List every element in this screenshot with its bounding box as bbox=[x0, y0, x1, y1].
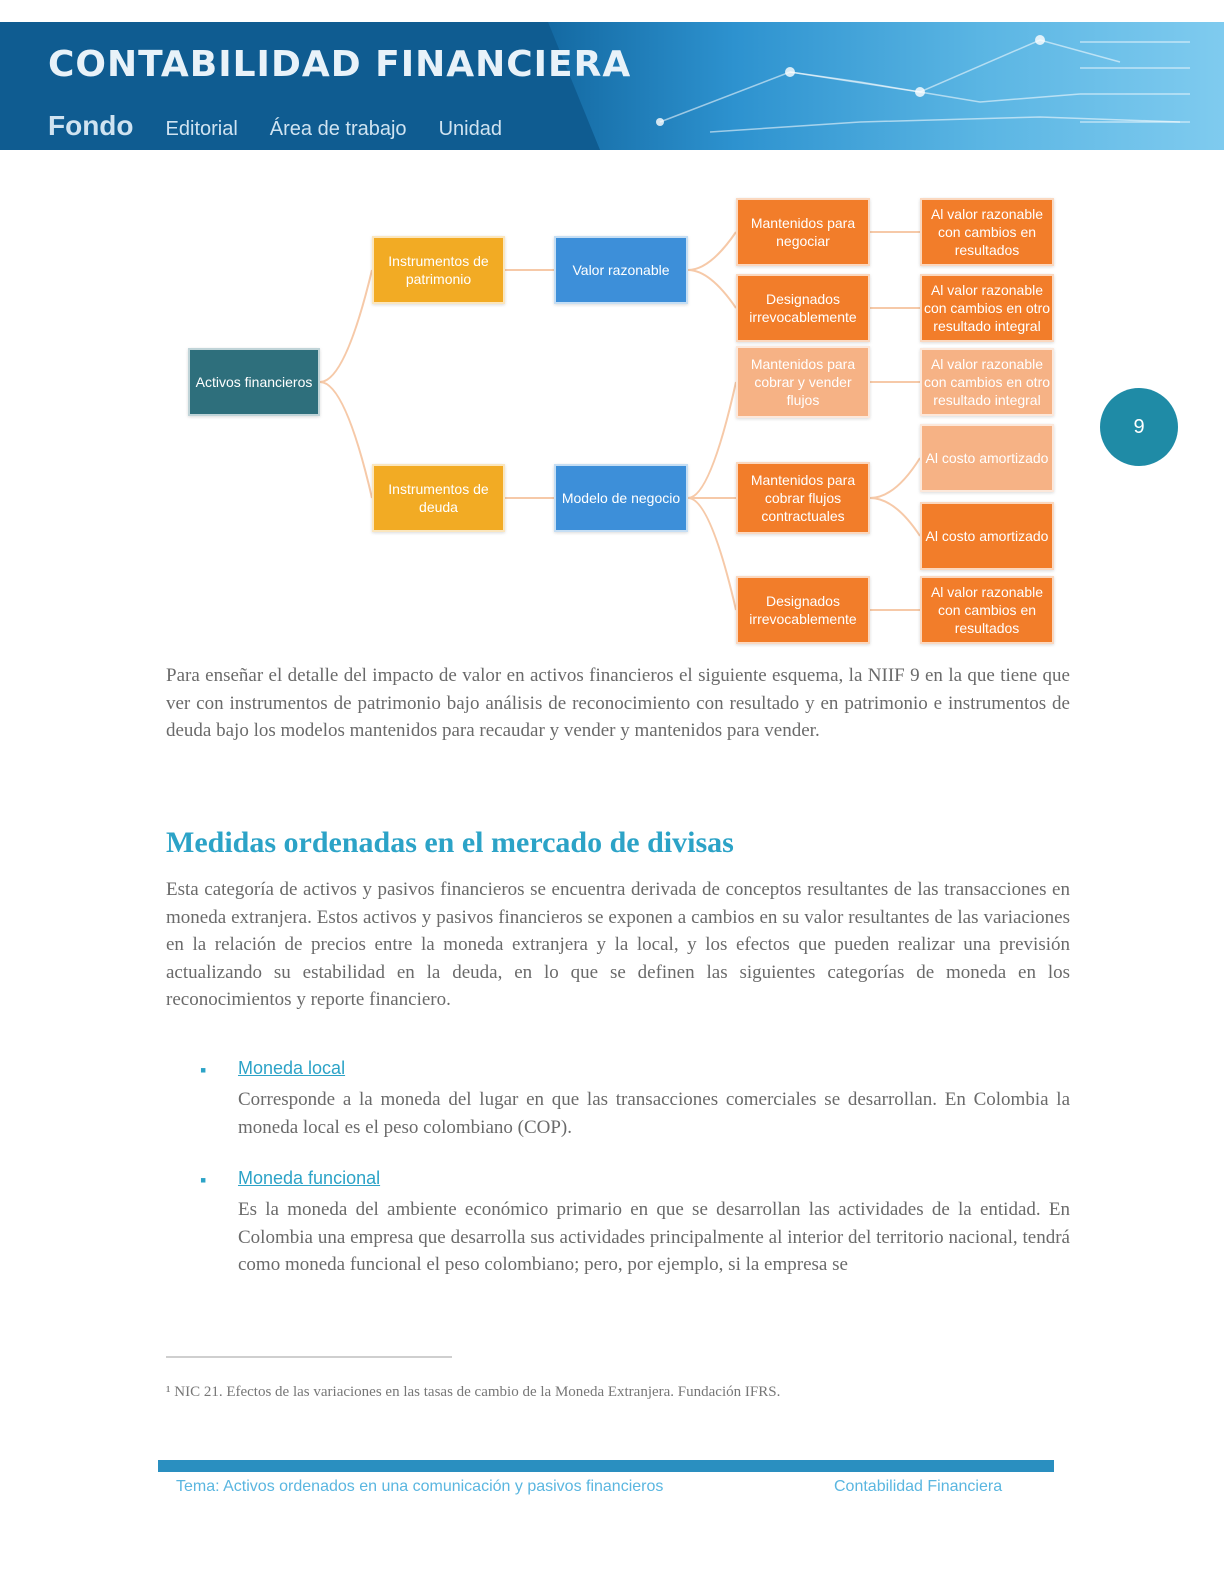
node-col4-4: Al costo amortizado bbox=[920, 424, 1054, 492]
node-valor-razonable: Valor razonable bbox=[554, 236, 688, 304]
footer-course: Contabilidad Financiera bbox=[834, 1478, 1003, 1495]
footnote: ¹ NIC 21. Efectos de las variaciones en las tasas de cambio de la Moneda Extranjera. Fundación IFRS. bbox=[166, 1384, 781, 1400]
bullet-moneda-local bbox=[200, 1058, 1070, 1148]
node-col4-2: Al valor razonable con cambios en otro resultado integral bbox=[920, 274, 1054, 342]
bullet-text: Es la moneda del ambiente económico primario en que se desarrollan las actividades de la entidad. En Colombia una empresa que desarrolla sus actividades principalmente al interior del territorio nacional, tendrá como moneda funcional el peso colombiano; pero, por ejemplo, si la empresa se bbox=[238, 1199, 1070, 1275]
bullet-moneda-funcional bbox=[200, 1168, 1070, 1308]
node-col3-2: Designados irrevocablemente bbox=[736, 274, 870, 342]
document-title: CONTABILIDAD FINANCIERA bbox=[48, 44, 632, 85]
footer-topic: Tema: Activos ordenados en una comunicación y pasivos financieros bbox=[176, 1478, 664, 1495]
node-instrumentos-deuda: Instrumentos de deuda bbox=[372, 464, 505, 532]
header-sub-2: Área de trabajo bbox=[269, 118, 407, 140]
bullet-marker: ▪ bbox=[200, 1170, 207, 1190]
network-lines-graphic bbox=[560, 22, 1224, 150]
page-header-banner bbox=[0, 22, 1224, 150]
footnote-divider bbox=[166, 1356, 452, 1358]
node-col4-3: Al valor razonable con cambios en otro resultado integral bbox=[920, 348, 1054, 416]
bullet-marker: ▪ bbox=[200, 1060, 207, 1080]
bullet-title: Moneda funcional bbox=[238, 1168, 381, 1188]
node-col4-5: Al costo amortizado bbox=[920, 502, 1054, 570]
header-sub-1: Editorial bbox=[165, 118, 238, 140]
node-col4-1: Al valor razonable con cambios en resultados bbox=[920, 198, 1054, 266]
node-col3-4: Mantenidos para cobrar flujos contractuales bbox=[736, 462, 870, 534]
node-col3-1: Mantenidos para negociar bbox=[736, 198, 870, 266]
node-col3-3: Mantenidos para cobrar y vender flujos bbox=[736, 346, 870, 418]
header-sub-3: Unidad bbox=[438, 118, 502, 140]
bullet-title: Moneda local bbox=[238, 1058, 346, 1078]
node-instrumentos-patrimonio: Instrumentos de patrimonio bbox=[372, 236, 505, 304]
section-paragraph: Esta categoría de activos y pasivos financieros se encuentra derivada de conceptos resultantes de las transacciones en moneda extranjera. Estos activos y pasivos financieros se exponen a cambios en su valor resultantes de las variaciones en la relación de precios entre la moneda extranjera y la local, y los efectos que pueden realizar una previsión actualizando su estabilidad en la deuda, en lo que se definen las siguientes categorías de moneda en los reconocimientos y reporte financiero. bbox=[166, 879, 1070, 1010]
node-activos-financieros: Activos financieros bbox=[188, 348, 320, 416]
header-subline bbox=[48, 110, 502, 142]
publisher-logo: Fondo bbox=[48, 110, 134, 141]
intro-paragraph: Para enseñar el detalle del impacto de valor en activos financieros el siguiente esquema, la NIIF 9 en la que tiene que ver con instrumentos de patrimonio bajo análisis de reconocimiento con resultado y en patrimonio e instrumentos de deuda bajo los modelos mantenidos para recaudar y vender y mantenidos para vender. bbox=[166, 665, 1070, 741]
footer-bar bbox=[158, 1460, 1054, 1472]
page-number-badge: 9 bbox=[1100, 388, 1178, 466]
section-heading: Medidas ordenadas en el mercado de divisas bbox=[166, 826, 734, 859]
node-col3-5: Designados irrevocablemente bbox=[736, 576, 870, 644]
bullet-text: Corresponde a la moneda del lugar en que las transacciones comerciales se desarrollan. En Colombia la moneda local es el peso colombiano (COP). bbox=[238, 1089, 1070, 1138]
node-modelo-negocio: Modelo de negocio bbox=[554, 464, 688, 532]
classification-diagram bbox=[180, 190, 1080, 650]
node-col4-6: Al valor razonable con cambios en resultados bbox=[920, 576, 1054, 644]
